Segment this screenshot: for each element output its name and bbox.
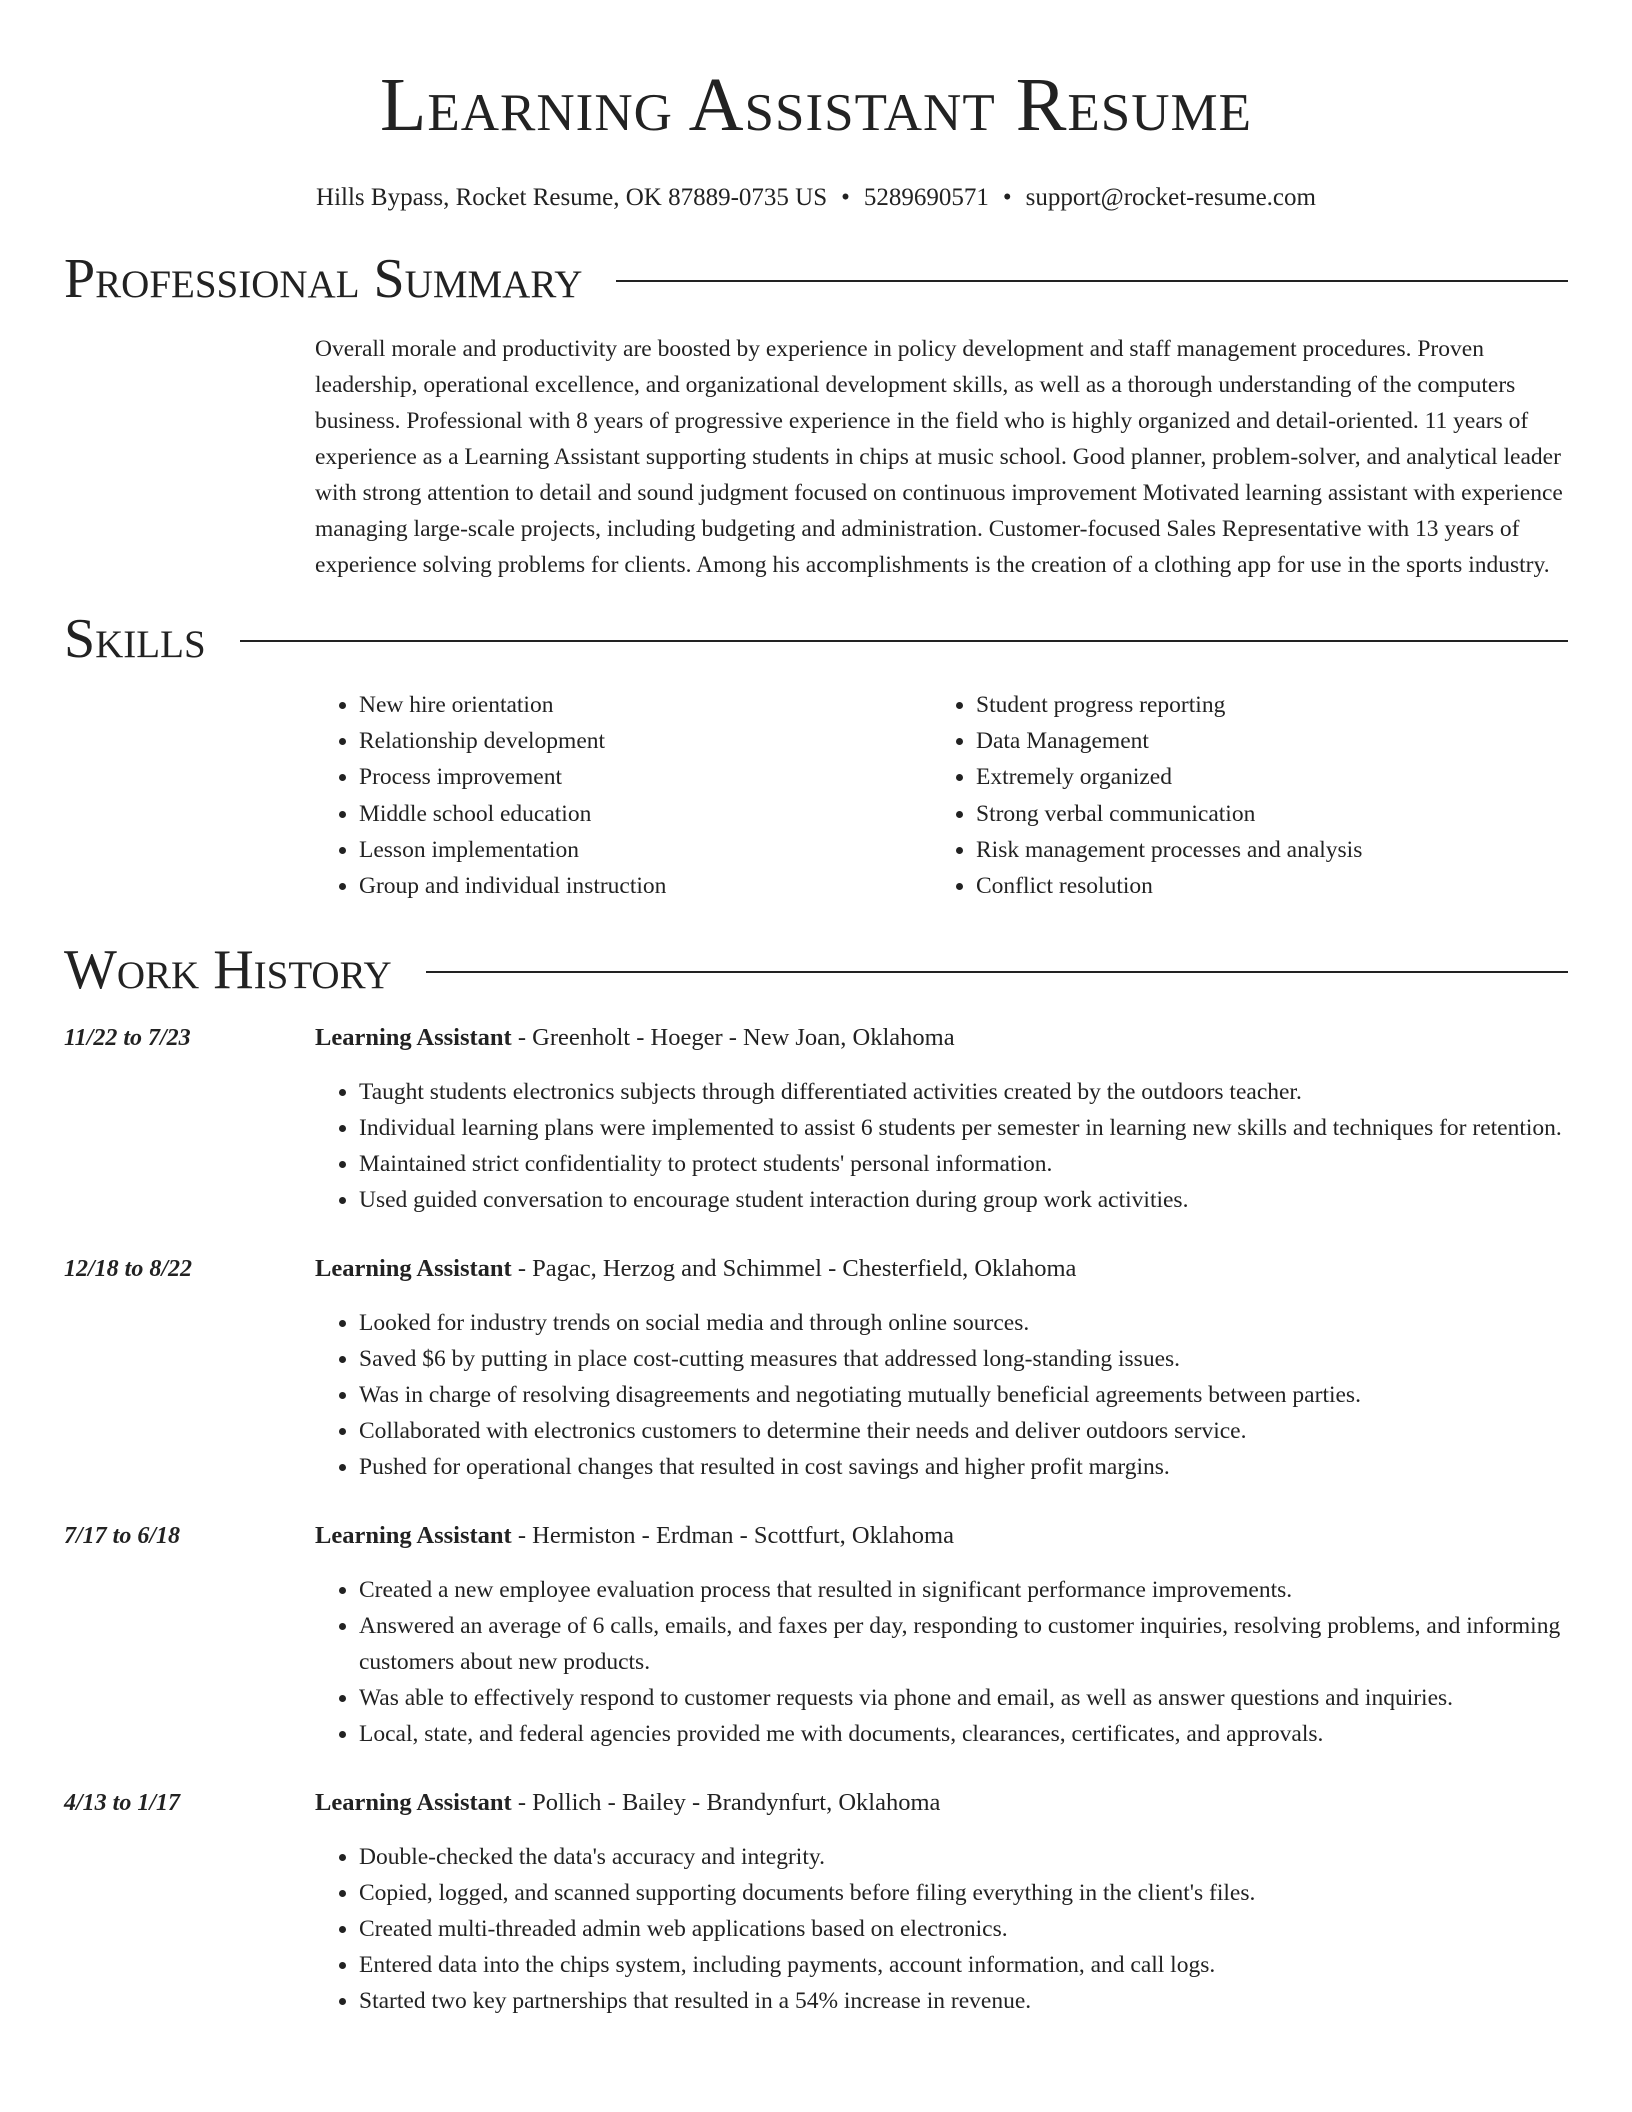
job-bullet: • Started two key partnerships that resulted in a 54% increase in revenue.	[359, 1983, 1568, 2019]
job-dates: 7/17 to 6/18	[64, 1523, 181, 1550]
job-bullet: • Was in charge of resolving disagreements and negotiating mutually beneficial agreements between parties.	[359, 1377, 1568, 1413]
job-entry	[64, 1251, 1568, 1485]
job-bullet: • Double-checked the data's accuracy and integrity.	[359, 1839, 1568, 1875]
job-details	[315, 1518, 1568, 1752]
job-entry	[64, 1020, 1568, 1218]
job-bullet: • Copied, logged, and scanned supporting documents before filing everything in the client's files.	[359, 1875, 1568, 1911]
job-bullet: • Individual learning plans were implemented to assist 6 students per semester in learning new skills and techniques for retention.	[359, 1110, 1568, 1146]
job-entry	[64, 1518, 1568, 1752]
job-bullets	[315, 1074, 1568, 1218]
job-details	[315, 1251, 1568, 1485]
job-heading	[315, 1518, 1568, 1554]
skill-item: • Student progress reporting	[976, 687, 1362, 723]
job-bullet: • Created a new employee evaluation process that resulted in significant performance improvements.	[359, 1572, 1568, 1608]
skill-item: • Risk management processes and analysis	[976, 832, 1362, 868]
job-details	[315, 1785, 1568, 2019]
job-bullet: • Entered data into the chips system, including payments, account information, and call logs.	[359, 1947, 1568, 1983]
job-employer: - Greenholt - Hoeger - New Joan, Oklahoma	[511, 1024, 955, 1052]
work-history-title: Work History	[64, 939, 392, 1002]
work-history-section	[64, 938, 1568, 2019]
contact-email: support@rocket-resume.com	[1025, 184, 1316, 211]
contact-address: Hills Bypass, Rocket Resume, OK 87889-0735 US	[316, 184, 828, 211]
job-bullet: • Created multi-threaded admin web applications based on electronics.	[359, 1911, 1568, 1947]
job-employer: - Pagac, Herzog and Schimmel - Chesterfield, Oklahoma	[511, 1255, 1077, 1283]
job-bullet: • Looked for industry trends on social media and through online sources.	[359, 1305, 1568, 1341]
job-bullet: • Was able to effectively respond to customer requests via phone and email, as well as answer questions and inquiries.	[359, 1680, 1568, 1716]
job-employer: - Pollich - Bailey - Brandynfurt, Oklahoma	[511, 1789, 941, 1817]
skill-item: • Group and individual instruction	[359, 868, 932, 904]
job-bullet: • Saved $6 by putting in place cost-cutting measures that addressed long-standing issues.	[359, 1341, 1568, 1377]
skills-section	[64, 607, 1568, 904]
skills-column-right	[932, 687, 1362, 904]
section-divider	[616, 280, 1568, 282]
job-bullet: • Maintained strict confidentiality to protect students' personal information.	[359, 1146, 1568, 1182]
skills-header	[64, 607, 1568, 671]
skill-item: • Data Management	[976, 723, 1362, 759]
job-details	[315, 1020, 1568, 1218]
contact-phone: 5289690571	[863, 184, 989, 211]
job-bullet: • Collaborated with electronics customers to determine their needs and deliver outdoors service.	[359, 1413, 1568, 1449]
skills-list	[315, 687, 1568, 904]
skill-item: • Relationship development	[359, 723, 932, 759]
skill-item: • New hire orientation	[359, 687, 932, 723]
job-bullet: • Answered an average of 6 calls, emails, and faxes per day, responding to customer inquiries, resolving problems, and informing customers about new products.	[359, 1608, 1568, 1680]
skills-column-left	[315, 687, 932, 904]
job-bullets	[315, 1839, 1568, 2019]
job-heading	[315, 1251, 1568, 1287]
summary-section	[64, 247, 1568, 583]
skill-item: • Middle school education	[359, 796, 932, 832]
skill-item: • Strong verbal communication	[976, 796, 1362, 832]
contact-separator: •	[1002, 184, 1012, 211]
skill-item: • Conflict resolution	[976, 868, 1362, 904]
job-bullet: • Local, state, and federal agencies provided me with documents, clearances, certificates, and approvals.	[359, 1716, 1568, 1752]
job-employer: - Hermiston - Erdman - Scottfurt, Oklahoma	[511, 1522, 954, 1550]
job-bullet: • Used guided conversation to encourage student interaction during group work activities.	[359, 1182, 1568, 1218]
contact-line	[64, 182, 1568, 214]
summary-title: Professional Summary	[64, 248, 583, 310]
skill-item: • Extremely organized	[976, 759, 1362, 795]
job-title: Learning Assistant	[315, 1522, 512, 1550]
job-heading	[315, 1020, 1568, 1056]
work-history-header	[64, 938, 1568, 1002]
job-title: Learning Assistant	[315, 1789, 512, 1817]
job-dates: 11/22 to 7/23	[64, 1025, 191, 1052]
job-bullet: • Taught students electronics subjects through differentiated activities created by the outdoors teacher.	[359, 1074, 1568, 1110]
job-title: Learning Assistant	[315, 1024, 512, 1052]
section-divider	[426, 971, 1568, 973]
job-bullet: • Pushed for operational changes that resulted in cost savings and higher profit margins.	[359, 1449, 1568, 1485]
job-list	[64, 1020, 1568, 2019]
job-entry	[64, 1785, 1568, 2019]
job-bullets	[315, 1572, 1568, 1752]
job-bullets	[315, 1305, 1568, 1485]
job-title: Learning Assistant	[315, 1255, 512, 1283]
summary-header	[64, 247, 1568, 311]
section-divider	[240, 640, 1568, 642]
job-heading	[315, 1785, 1568, 1821]
summary-text: Overall morale and productivity are boosted by experience in policy development and staff management procedures. Proven leadership, operational excellence, and organizational development skills, as well as a thorough understanding of the computers business. Professional with 8 years of progressive experience in the field who is highly organized and detail-oriented. 11 years of experience as a Learning Assistant supporting students in chips at music school. Good planner, problem-solver, and analytical leader with strong attention to detail and sound judgment focused on continuous improvement Motivated learning assistant with experience managing large-scale projects, including budgeting and administration. Customer-focused Sales Representative with 13 years of experience solving problems for clients. Among his accomplishments is the creation of a clothing app for use in the sports industry.	[315, 336, 1563, 578]
contact-separator: •	[841, 184, 850, 211]
skill-item: • Lesson implementation	[359, 832, 932, 868]
job-dates: 12/18 to 8/22	[64, 1256, 193, 1283]
skill-item: • Process improvement	[359, 759, 932, 795]
job-dates: 4/13 to 1/17	[64, 1790, 181, 1817]
resume-title: Learning Assistant Resume	[379, 63, 1253, 147]
skills-title: Skills	[64, 608, 206, 670]
